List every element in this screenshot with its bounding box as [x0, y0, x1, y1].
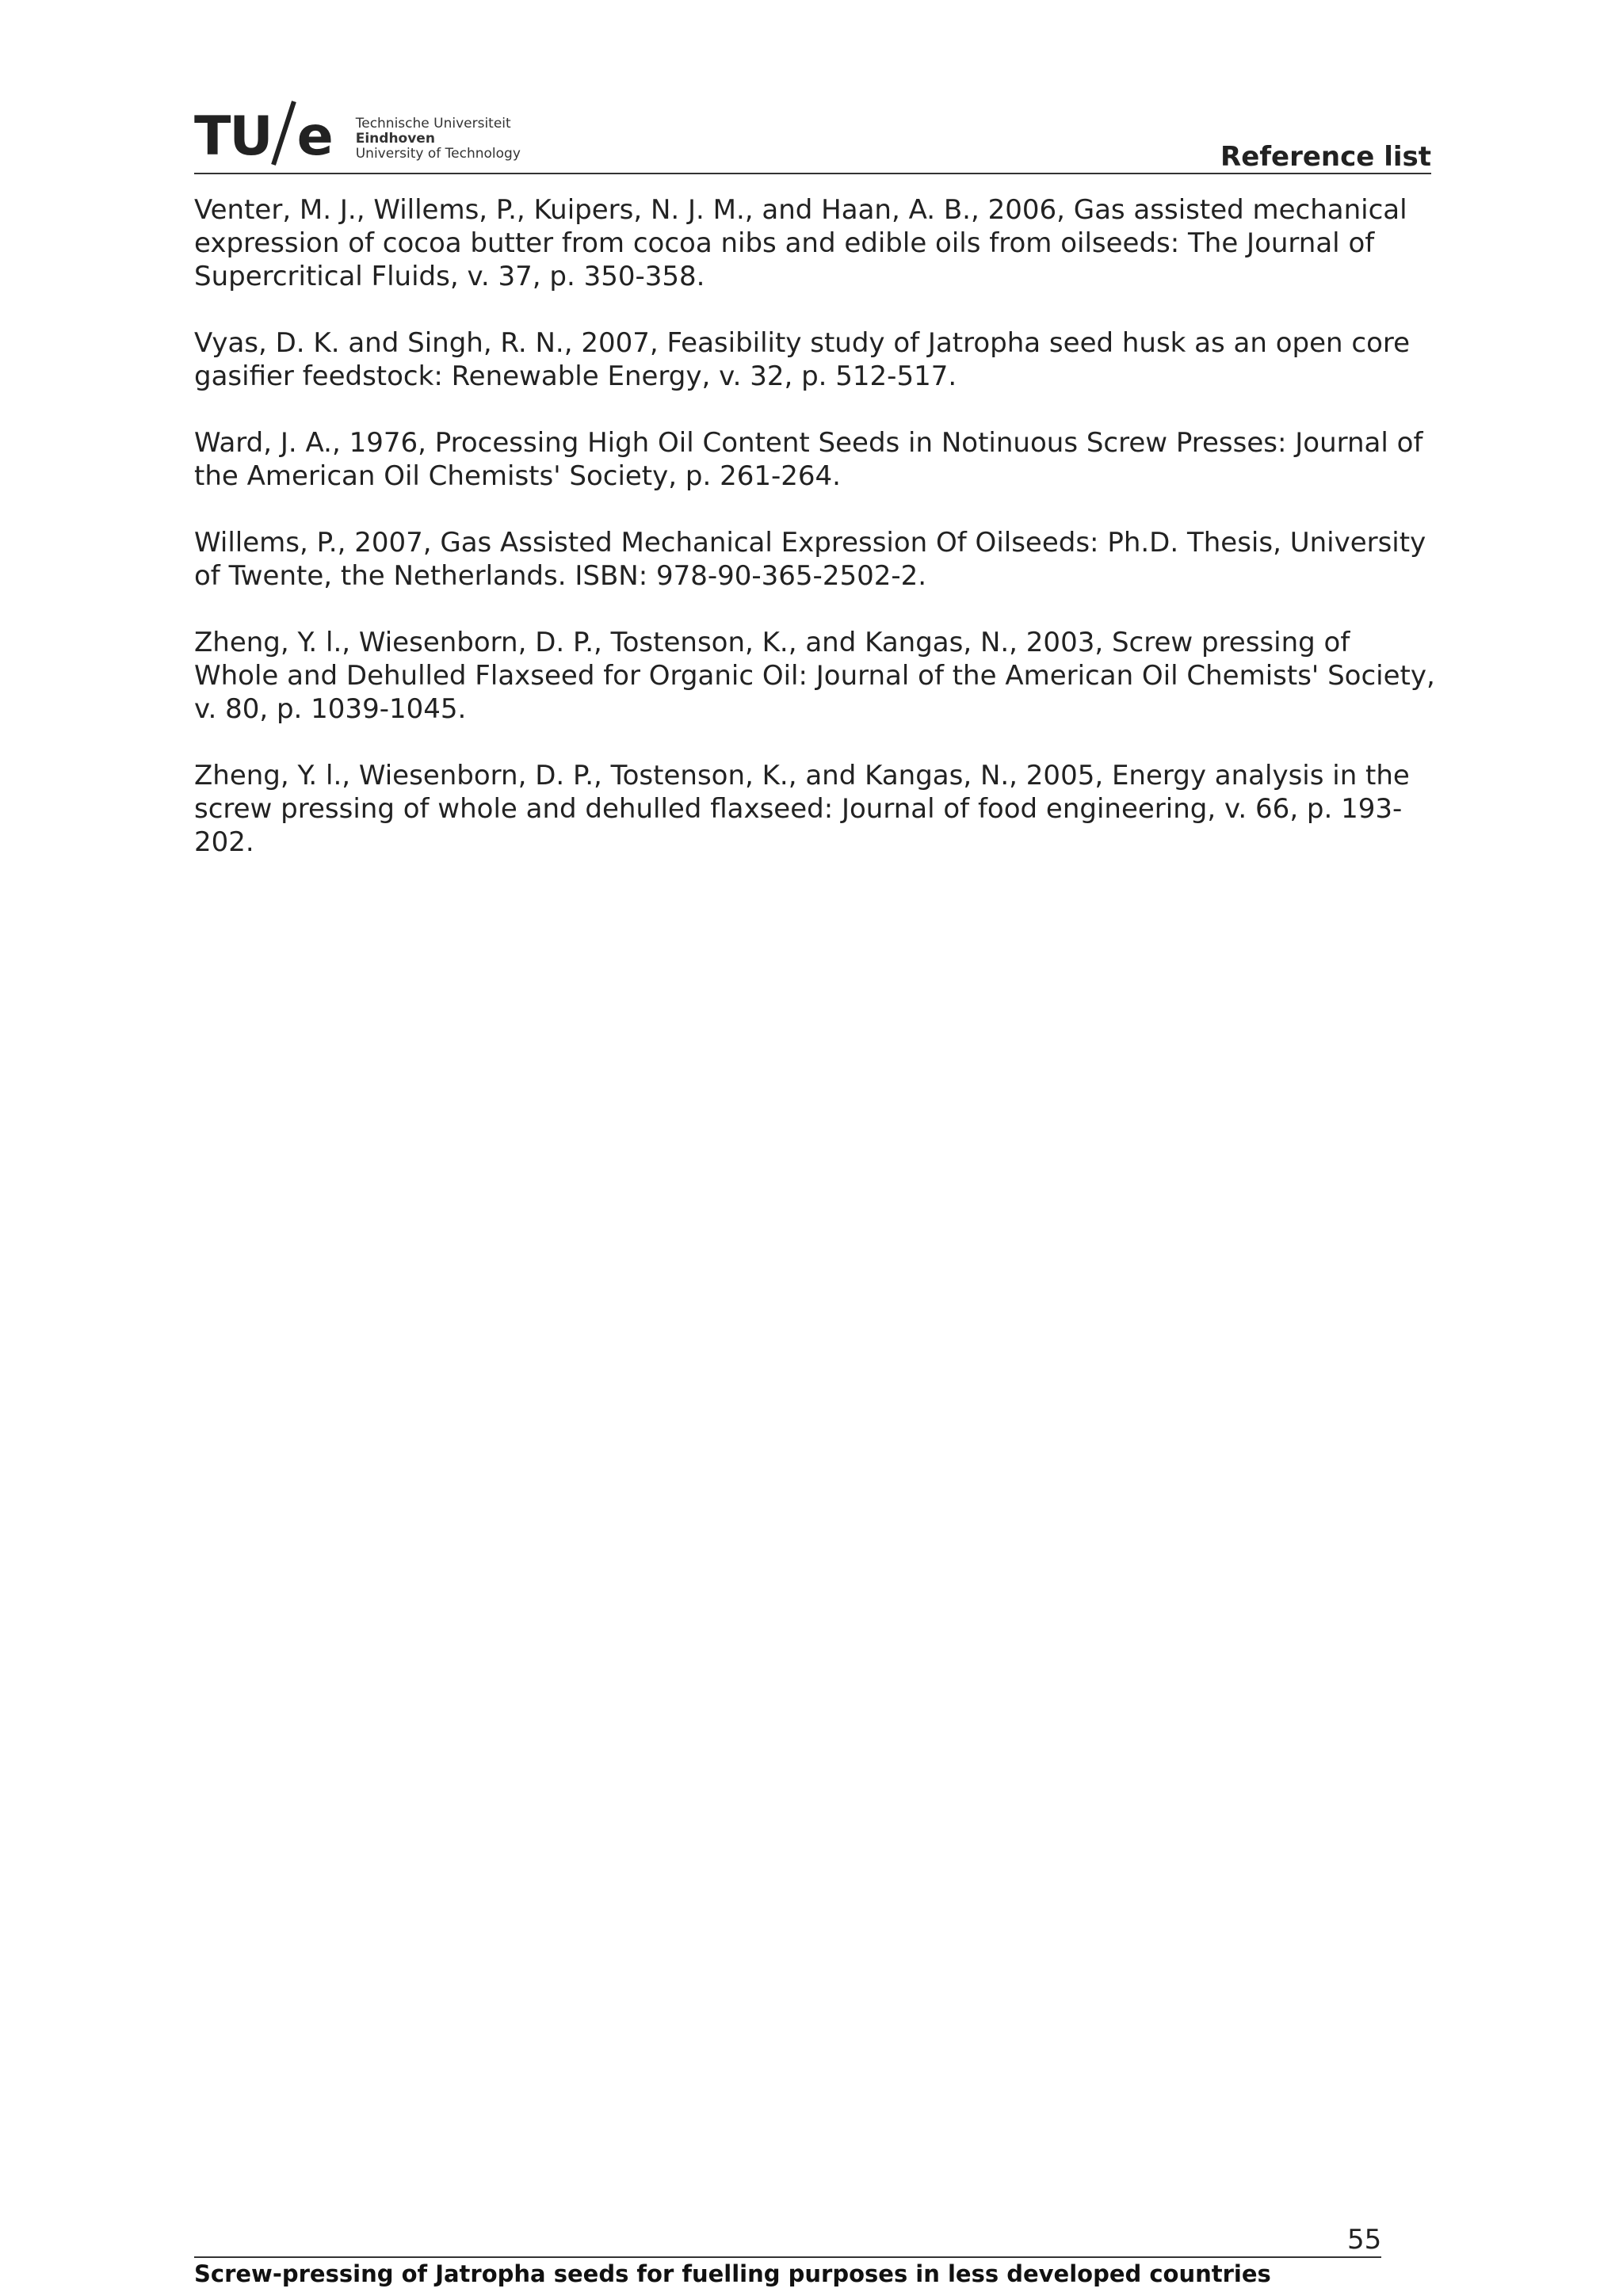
- logo-slash: [271, 101, 296, 166]
- reference-item: Willems, P., 2007, Gas Assisted Mechanical Expression Of Oilseeds: Ph.D. Thesis, University of Twente, the Netherlands. ISBN: 978-90-365-2502-2.: [194, 527, 1426, 592]
- logo-wordmark: [356, 116, 521, 162]
- reference-item: Ward, J. A., 1976, Processing High Oil Content Seeds in Notinuous Screw Presses: Journal of the American Oil Chemists' Society, p. 261-264.: [194, 427, 1423, 492]
- footer-document-title: Screw-pressing of Jatropha seeds for fuelling purposes in less developed countries: [194, 2260, 1271, 2287]
- logo-mark-left: TU: [194, 105, 272, 168]
- tue-logo: [194, 98, 521, 168]
- logo-mark-right: e: [296, 105, 332, 168]
- header-rule: [194, 173, 1431, 174]
- section-title: Reference list: [1220, 141, 1431, 173]
- reference-item: Zheng, Y. l., Wiesenborn, D. P., Tostenson, K., and Kangas, N., 2005, Energy analysis in the screw pressing of whole and dehulled flaxseed: Journal of food engineering, v. 66, p. 193-202.: [194, 760, 1410, 858]
- reference-item: Venter, M. J., Willems, P., Kuipers, N. J. M., and Haan, A. B., 2006, Gas assisted mechanical expression of cocoa butter from cocoa nibs and edible oils from oilseeds: The Journal of Supercritical Fluids, v. 37, p. 350-358.: [194, 194, 1407, 292]
- reference-item: Zheng, Y. l., Wiesenborn, D. P., Tostenson, K., and Kangas, N., 2003, Screw pressing of Whole and Dehulled Flaxseed for Organic Oil: Journal of the American Oil Chemists' Society, v. 80, p. 1039-1045.: [194, 627, 1435, 725]
- logo-line-2: Eindhoven: [355, 131, 435, 147]
- footer-rule: [194, 2256, 1381, 2258]
- logo-line-3: University of Technology: [355, 146, 521, 162]
- logo-line-1: Technische Universiteit: [355, 116, 511, 132]
- page-number: 55: [1347, 2224, 1382, 2256]
- logo-mark: [194, 95, 332, 168]
- reference-item: Vyas, D. K. and Singh, R. N., 2007, Feasibility study of Jatropha seed husk as an open core gasifier feedstock: Renewable Energy, v. 32, p. 512-517.: [194, 327, 1411, 392]
- reference-list: [194, 193, 1438, 892]
